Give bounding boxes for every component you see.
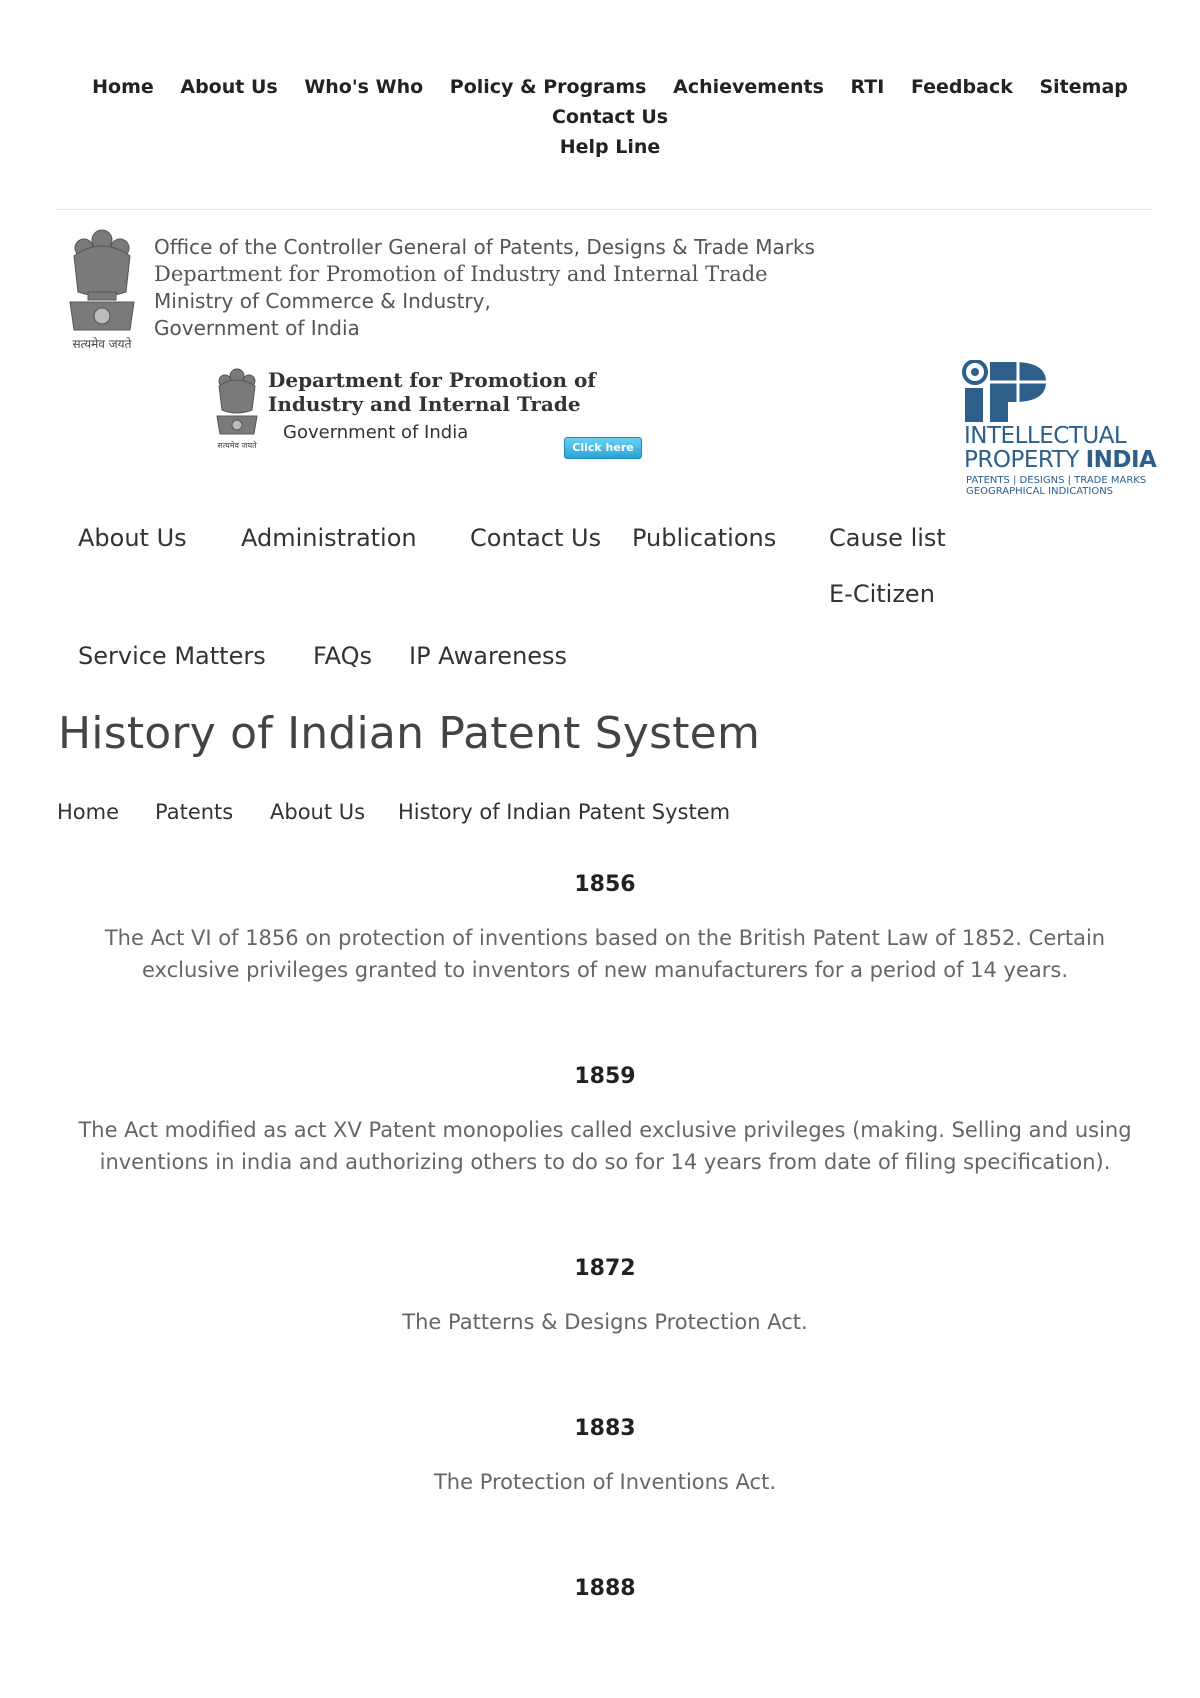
menu-ip-awareness[interactable]: IP Awareness xyxy=(409,642,568,670)
top-nav-feedback[interactable]: Feedback xyxy=(910,76,1013,98)
history-timeline xyxy=(70,868,1140,1626)
menu-publications[interactable]: Publications xyxy=(632,524,777,552)
ip-india-logo-icon xyxy=(962,360,1052,424)
government-name: Government of India xyxy=(154,316,360,340)
timeline-year: 1872 xyxy=(574,1256,636,1281)
menu-administration[interactable]: Administration xyxy=(241,524,417,552)
timeline-year: 1888 xyxy=(574,1576,636,1601)
page-title: History of Indian Patent System xyxy=(58,708,761,759)
top-nav-home[interactable]: Home xyxy=(92,76,154,98)
ip-logo-line2b: INDIA xyxy=(1085,447,1157,473)
timeline-entry xyxy=(70,1252,1140,1412)
breadcrumb-current: History of Indian Patent System xyxy=(398,800,731,824)
office-name: Office of the Controller General of Patents, Designs & Trade Marks xyxy=(154,235,815,259)
breadcrumb-about-us[interactable]: About Us xyxy=(270,800,366,824)
breadcrumb-patents[interactable]: Patents xyxy=(155,800,234,824)
dpiit-emblem-caption: सत्यमेव जयते xyxy=(217,441,257,450)
menu-cause-list[interactable]: Cause list xyxy=(829,524,946,552)
breadcrumb-home[interactable]: Home xyxy=(57,800,120,824)
menu-contact-us[interactable]: Contact Us xyxy=(470,524,602,552)
dpiit-emblem-icon xyxy=(212,364,262,454)
top-nav-policy-programs[interactable]: Policy & Programs xyxy=(449,76,647,98)
office-title-block xyxy=(154,234,815,342)
top-nav-contact-us[interactable]: Contact Us xyxy=(551,106,669,128)
timeline-entry xyxy=(70,868,1140,1060)
top-nav-whos-who[interactable]: Who's Who xyxy=(304,76,424,98)
timeline-year: 1883 xyxy=(574,1416,636,1441)
timeline-entry xyxy=(70,1572,1140,1606)
menu-faqs[interactable]: FAQs xyxy=(313,642,372,670)
timeline-description: The Patterns & Designs Protection Act. xyxy=(402,1310,808,1334)
header-divider xyxy=(57,209,1151,210)
top-nav-row-2 xyxy=(60,132,1160,162)
timeline-entry xyxy=(70,1412,1140,1572)
top-nav-about-us[interactable]: About Us xyxy=(180,76,278,98)
dpiit-title-line2: Industry and Internal Trade xyxy=(268,392,581,416)
top-nav-achievements[interactable]: Achievements xyxy=(673,76,824,98)
timeline-year: 1856 xyxy=(574,872,636,897)
top-nav-sitemap[interactable]: Sitemap xyxy=(1039,76,1128,98)
department-name: Department for Promotion of Industry and Internal Trade xyxy=(154,262,768,286)
timeline-description: The Act modified as act XV Patent monopolies called exclusive privileges (making. Selling and using inventions in india and authorizing others to do so for 14 years from date of filing specification). xyxy=(78,1118,1132,1174)
timeline-description: The Protection of Inventions Act. xyxy=(433,1470,777,1494)
menu-e-citizen[interactable]: E-Citizen xyxy=(829,580,935,608)
emblem-caption: सत्यमेव जयते xyxy=(72,337,132,351)
timeline-entry xyxy=(70,1060,1140,1252)
ip-logo-line4: GEOGRAPHICAL INDICATIONS xyxy=(966,486,1114,497)
top-nav-row xyxy=(60,72,1160,132)
top-nav-rti[interactable]: RTI xyxy=(850,76,885,98)
ip-logo-line3: PATENTS | DESIGNS | TRADE MARKS xyxy=(966,475,1147,486)
menu-service-matters[interactable]: Service Matters xyxy=(78,642,266,670)
ip-logo-tagline xyxy=(966,475,1146,497)
dpiit-title-line1: Department for Promotion of xyxy=(268,368,596,392)
ip-india-logo[interactable] xyxy=(962,360,1162,500)
timeline-description: The Act VI of 1856 on protection of inventions based on the British Patent Law of 1852. Certain exclusive privileges granted to inventors of new manufacturers for a period of 14 years. xyxy=(104,926,1106,982)
dpiit-banner[interactable] xyxy=(212,364,642,454)
top-navigation xyxy=(60,72,1160,162)
national-emblem-icon xyxy=(60,222,144,362)
timeline-year: 1859 xyxy=(574,1064,636,1089)
ip-logo-line2 xyxy=(964,448,1156,472)
click-here-button[interactable]: Click here xyxy=(564,437,642,459)
ministry-name: Ministry of Commerce & Industry, xyxy=(154,289,491,313)
dpiit-subtitle: Government of India xyxy=(283,422,469,443)
dpiit-title xyxy=(268,368,596,416)
ip-logo-line1: INTELLECTUAL xyxy=(964,423,1127,449)
menu-about-us[interactable]: About Us xyxy=(78,524,187,552)
ip-logo-line2a: PROPERTY xyxy=(964,447,1086,473)
top-nav-help-line[interactable]: Help Line xyxy=(559,136,661,158)
